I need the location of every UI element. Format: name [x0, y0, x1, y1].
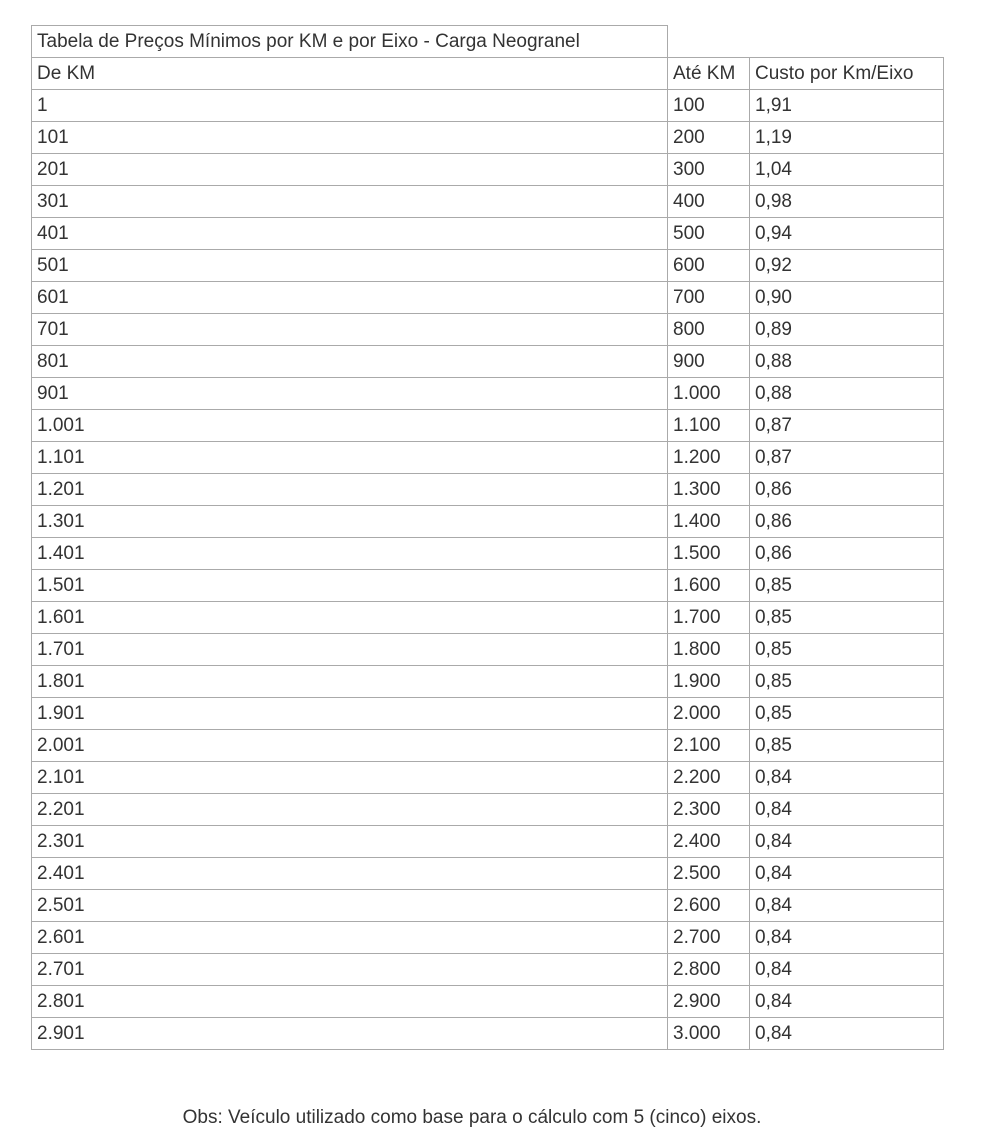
cell-from-km: 2.301 — [32, 826, 668, 858]
table-row — [32, 506, 944, 538]
cell-cost: 0,86 — [750, 538, 944, 570]
cell-cost: 0,85 — [750, 634, 944, 666]
table-row — [32, 314, 944, 346]
cell-cost: 1,19 — [750, 122, 944, 154]
cell-cost: 0,89 — [750, 314, 944, 346]
cell-to-km: 1.500 — [668, 538, 750, 570]
table-row — [32, 570, 944, 602]
cell-to-km: 1.700 — [668, 602, 750, 634]
cell-from-km: 1.301 — [32, 506, 668, 538]
table-row — [32, 602, 944, 634]
table-row — [32, 1018, 944, 1050]
table-row — [32, 858, 944, 890]
cell-from-km: 1.901 — [32, 698, 668, 730]
table-row — [32, 922, 944, 954]
table-row — [32, 282, 944, 314]
cell-from-km: 2.001 — [32, 730, 668, 762]
cell-from-km: 1.101 — [32, 442, 668, 474]
cell-cost: 0,84 — [750, 762, 944, 794]
footnote: Obs: Veículo utilizado como base para o cálculo com 5 (cinco) eixos. — [182, 1107, 762, 1128]
cell-cost: 0,84 — [750, 858, 944, 890]
cell-to-km: 300 — [668, 154, 750, 186]
cell-to-km: 3.000 — [668, 1018, 750, 1050]
cell-from-km: 2.201 — [32, 794, 668, 826]
header-from-km: De KM — [32, 58, 668, 90]
table-row — [32, 378, 944, 410]
table-row — [32, 346, 944, 378]
cell-cost: 0,88 — [750, 378, 944, 410]
cell-to-km: 2.400 — [668, 826, 750, 858]
cell-to-km: 1.800 — [668, 634, 750, 666]
cell-from-km: 1.401 — [32, 538, 668, 570]
cell-to-km: 2.000 — [668, 698, 750, 730]
table-row — [32, 890, 944, 922]
table-row — [32, 954, 944, 986]
cell-to-km: 1.900 — [668, 666, 750, 698]
cell-cost: 0,85 — [750, 666, 944, 698]
table-row — [32, 218, 944, 250]
table-row — [32, 474, 944, 506]
cell-from-km: 1.701 — [32, 634, 668, 666]
table-row — [32, 986, 944, 1018]
header-cost: Custo por Km/Eixo — [750, 58, 944, 90]
table-row — [32, 538, 944, 570]
cell-to-km: 1.100 — [668, 410, 750, 442]
cell-from-km: 1.001 — [32, 410, 668, 442]
header-to-km: Até KM — [668, 58, 750, 90]
price-table — [31, 25, 944, 1050]
cell-cost: 0,84 — [750, 986, 944, 1018]
cell-cost: 0,92 — [750, 250, 944, 282]
table-body — [32, 26, 944, 1050]
cell-to-km: 100 — [668, 90, 750, 122]
cell-cost: 0,86 — [750, 506, 944, 538]
cell-to-km: 2.800 — [668, 954, 750, 986]
cell-to-km: 1.000 — [668, 378, 750, 410]
table-title-row — [32, 26, 944, 58]
cell-cost: 0,94 — [750, 218, 944, 250]
cell-to-km: 2.700 — [668, 922, 750, 954]
table-row — [32, 666, 944, 698]
cell-to-km: 2.500 — [668, 858, 750, 890]
table-row — [32, 410, 944, 442]
table-title: Tabela de Preços Mínimos por KM e por Eixo - Carga Neogranel — [32, 26, 668, 58]
cell-cost: 0,98 — [750, 186, 944, 218]
cell-from-km: 401 — [32, 218, 668, 250]
cell-from-km: 601 — [32, 282, 668, 314]
title-row-spacer — [668, 26, 944, 58]
cell-from-km: 701 — [32, 314, 668, 346]
cell-cost: 0,87 — [750, 410, 944, 442]
cell-cost: 0,84 — [750, 1018, 944, 1050]
table-row — [32, 730, 944, 762]
cell-to-km: 2.100 — [668, 730, 750, 762]
table-row — [32, 634, 944, 666]
table-row — [32, 90, 944, 122]
cell-to-km: 200 — [668, 122, 750, 154]
cell-to-km: 1.600 — [668, 570, 750, 602]
cell-cost: 0,84 — [750, 922, 944, 954]
cell-from-km: 101 — [32, 122, 668, 154]
cell-cost: 0,87 — [750, 442, 944, 474]
cell-to-km: 500 — [668, 218, 750, 250]
cell-cost: 1,04 — [750, 154, 944, 186]
cell-from-km: 501 — [32, 250, 668, 282]
cell-from-km: 1.601 — [32, 602, 668, 634]
cell-cost: 0,86 — [750, 474, 944, 506]
cell-to-km: 2.300 — [668, 794, 750, 826]
cell-to-km: 2.900 — [668, 986, 750, 1018]
cell-from-km: 201 — [32, 154, 668, 186]
cell-from-km: 1.201 — [32, 474, 668, 506]
cell-cost: 0,84 — [750, 954, 944, 986]
cell-to-km: 600 — [668, 250, 750, 282]
cell-to-km: 1.200 — [668, 442, 750, 474]
cell-cost: 0,88 — [750, 346, 944, 378]
cell-to-km: 1.300 — [668, 474, 750, 506]
cell-cost: 0,84 — [750, 794, 944, 826]
cell-from-km: 301 — [32, 186, 668, 218]
cell-from-km: 1 — [32, 90, 668, 122]
table-row — [32, 826, 944, 858]
cell-cost: 0,84 — [750, 826, 944, 858]
cell-cost: 0,85 — [750, 602, 944, 634]
cell-to-km: 1.400 — [668, 506, 750, 538]
cell-cost: 0,85 — [750, 570, 944, 602]
cell-from-km: 2.901 — [32, 1018, 668, 1050]
table-header-row — [32, 58, 944, 90]
cell-from-km: 2.801 — [32, 986, 668, 1018]
cell-to-km: 2.200 — [668, 762, 750, 794]
cell-to-km: 900 — [668, 346, 750, 378]
cell-from-km: 801 — [32, 346, 668, 378]
cell-to-km: 400 — [668, 186, 750, 218]
table-row — [32, 122, 944, 154]
cell-from-km: 2.401 — [32, 858, 668, 890]
cell-to-km: 700 — [668, 282, 750, 314]
cell-to-km: 2.600 — [668, 890, 750, 922]
cell-cost: 0,85 — [750, 698, 944, 730]
cell-cost: 0,90 — [750, 282, 944, 314]
table-row — [32, 442, 944, 474]
cell-from-km: 2.601 — [32, 922, 668, 954]
cell-from-km: 2.501 — [32, 890, 668, 922]
cell-from-km: 1.801 — [32, 666, 668, 698]
table-row — [32, 186, 944, 218]
cell-from-km: 1.501 — [32, 570, 668, 602]
cell-to-km: 800 — [668, 314, 750, 346]
table-row — [32, 762, 944, 794]
table-row — [32, 794, 944, 826]
cell-cost: 0,85 — [750, 730, 944, 762]
cell-from-km: 901 — [32, 378, 668, 410]
cell-cost: 0,84 — [750, 890, 944, 922]
table-row — [32, 698, 944, 730]
table-row — [32, 154, 944, 186]
cell-from-km: 2.701 — [32, 954, 668, 986]
cell-cost: 1,91 — [750, 90, 944, 122]
cell-from-km: 2.101 — [32, 762, 668, 794]
table-row — [32, 250, 944, 282]
